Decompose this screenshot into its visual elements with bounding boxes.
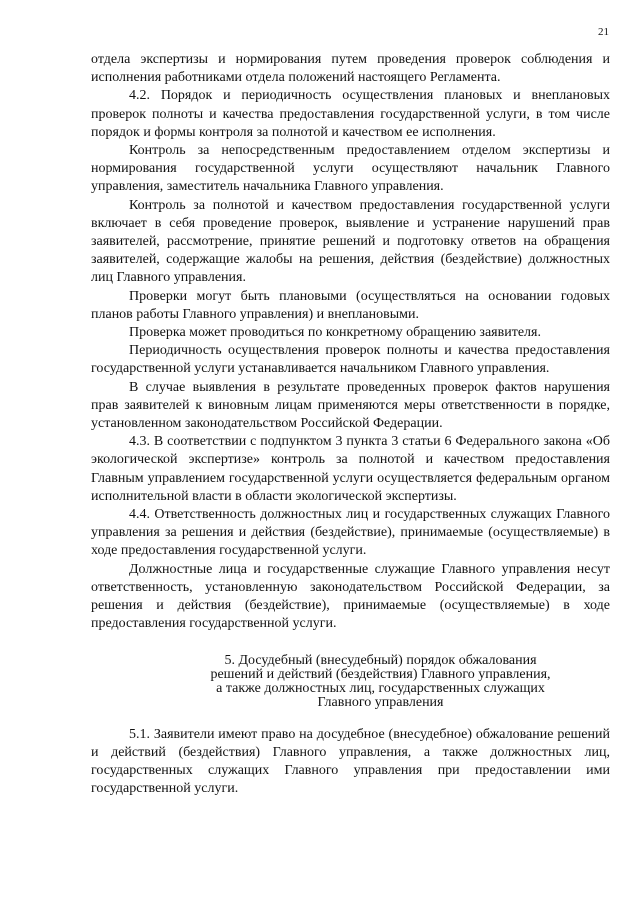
paragraph: Контроль за полнотой и качеством предоставления государственной услуги включает в себя проведение проверок, выявление и устранение нарушений прав заявителей, рассмотрение, принятие решений и подготовку ответов на обращения заявителей, содержащие жалобы на решения, действия (бездействие) должностных лиц Главного управления. (91, 197, 610, 286)
section-heading-line: решений и действий (бездействия) Главного управления, (210, 666, 551, 682)
paragraph: Периодичность осуществления проверок полноты и качества предоставления государственной услуги устанавливается начальником Главного управления. (91, 343, 610, 377)
section-heading-line: Главного управления (317, 694, 444, 710)
paragraph: В случае выявления в результате проведенных проверок фактов нарушения прав заявителей к виновным лицам применяются меры ответственности в порядке, установленном законодательством Российской Федерации. (91, 379, 610, 432)
paragraph: Контроль за непосредственным предоставлением отделом экспертизы и нормирования государственной услуги осуществляют начальник Главного управления, заместитель начальника Главного управления. (91, 143, 610, 195)
section-heading-line: а также должностных лиц, государственных служащих (216, 680, 545, 696)
section-heading (91, 654, 610, 710)
paragraph: Проверка может проводиться по конкретному обращению заявителя. (129, 325, 541, 341)
paragraph: 5.1. Заявители имеют право на досудебное (внесудебное) обжалование решений и действий (бездействия) Главного управления, а также должностных лиц, государственных служащих Главного управления при предоставлении ими государственной услуги. (91, 726, 610, 797)
paragraphs-after-heading (91, 726, 610, 799)
paragraph: 4.2. Порядок и периодичность осуществления плановых и внеплановых проверок полноты и качества предоставления государственной услуги, в том числе порядок и формы контроля за полнотой и качеством ее исполнения. (91, 88, 610, 140)
section-heading-line: 5. Досудебный (внесудебный) порядок обжалования (224, 652, 537, 668)
paragraph: отдела экспертизы и нормирования путем проведения проверок соблюдения и исполнения работниками отдела положений настоящего Регламента. (91, 52, 610, 86)
page-number: 21 (598, 26, 609, 38)
paragraphs-before-heading (91, 51, 610, 634)
paragraph: 4.4. Ответственность должностных лиц и государственных служащих Главного управления за решения и действия (бездействие), принимаемые (осуществляемые) в ходе предоставления государственной услуги. (91, 507, 610, 559)
paragraph: Проверки могут быть плановыми (осуществляться на основании годовых планов работы Главного управления) и внеплановыми. (91, 288, 610, 322)
document-body (91, 51, 610, 798)
paragraph: 4.3. В соответствии с подпунктом 3 пункта 3 статьи 6 Федерального закона «Об экологической экспертизе» контроль за полнотой и качеством предоставления Главным управлением государственной услуги осуществляется федеральным органом исполнительной власти в области экологической экспертизы. (91, 434, 610, 504)
paragraph: Должностные лица и государственные служащие Главного управления несут ответственность, установленную законодательством Российской Федерации, за решения и действия (бездействие), принимаемые (осуществляемые) в ходе предоставления государственной услуги. (91, 561, 610, 632)
